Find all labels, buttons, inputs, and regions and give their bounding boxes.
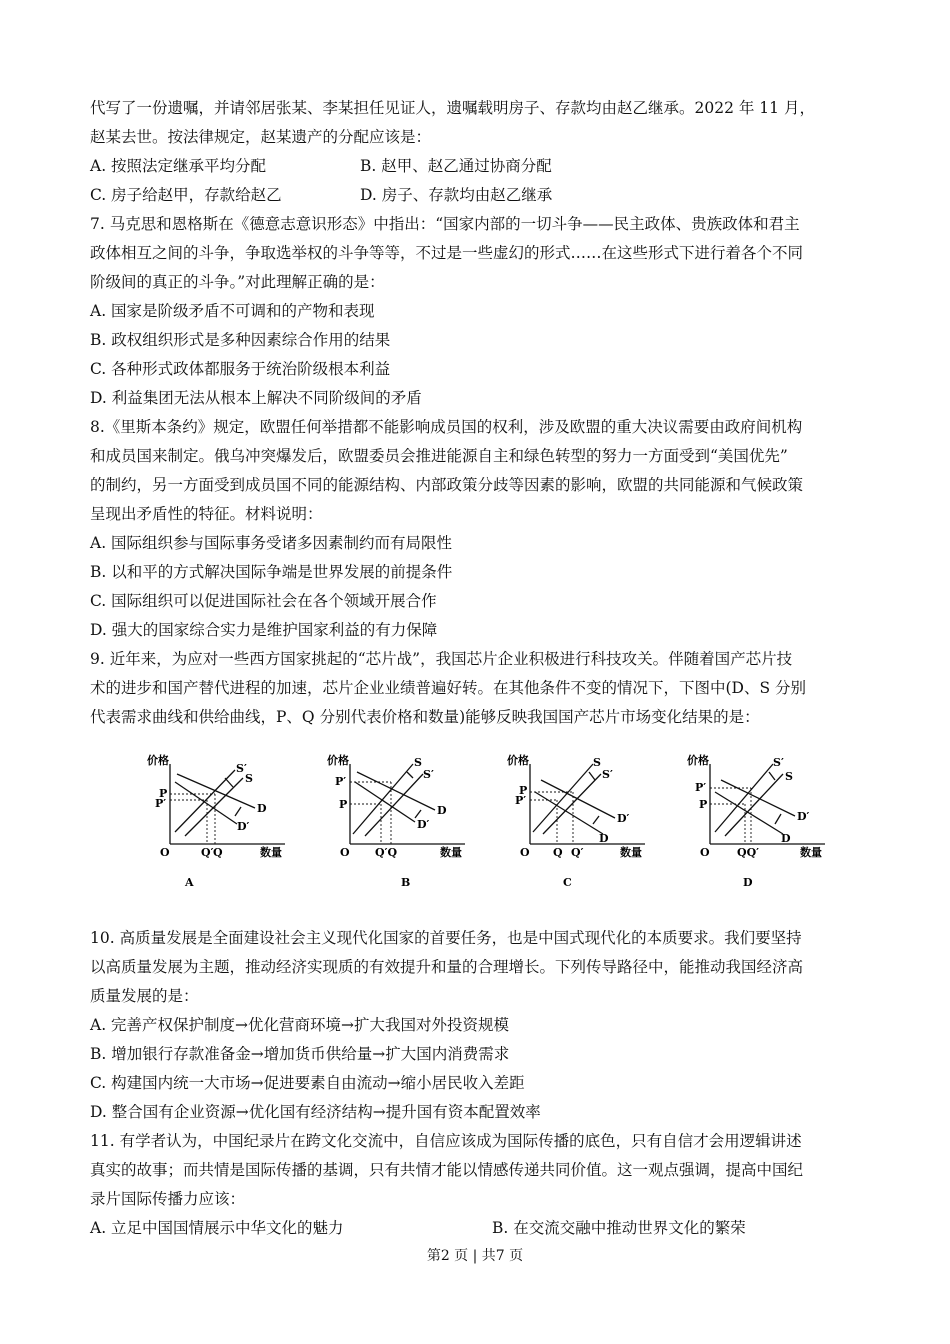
curve-label-d-prime: D′: [617, 812, 630, 825]
price-label-p: P: [699, 798, 708, 811]
origin-label: O: [520, 846, 530, 859]
y-axis-label: 价格: [327, 754, 349, 767]
q6-option-b: B. 赵甲、赵乙通过协商分配: [360, 157, 552, 175]
q7-option-a: A. 国家是阶级矛盾不可调和的产物和表现: [90, 302, 375, 320]
q8-stem-line-3: 的制约，另一方面受到成员国不同的能源结构、内部政策分歧等因素的影响，欧盟的共同能源和气候政策: [90, 476, 804, 494]
q7-option-c: C. 各种形式政体都服务于统治阶级根本利益: [90, 360, 391, 378]
q11-stem-line-1: 11. 有学者认为，中国纪录片在跨文化交流中，自信应该成为国际传播的底色，只有自信才会用逻辑讲述: [90, 1132, 802, 1150]
figure-c-graph: [485, 752, 665, 892]
figure-a-label: A: [185, 876, 194, 889]
q9-figures: [125, 752, 845, 892]
figure-d: [665, 752, 845, 892]
qty-label-q-prime: Q′: [201, 846, 214, 859]
demand-curve-d-prime: [355, 782, 415, 822]
figure-b-label: B: [401, 876, 411, 889]
q7-option-b: B. 政权组织形式是多种因素综合作用的结果: [90, 331, 391, 349]
price-label-p-prime: P′: [515, 794, 527, 807]
q6-stem-line-1: 代写了一份遗嘱，并请邻居张某、李某担任见证人，遗嘱载明房子、存款均由赵乙继承。2022 年 11 月，: [90, 99, 815, 117]
qty-label-q-prime: Q′: [571, 846, 584, 859]
demand-curve-d-prime: [175, 782, 237, 824]
shift-arrow-d: [593, 816, 599, 824]
q10-option-a: A. 完善产权保护制度→优化营商环境→扩大我国对外投资规模: [90, 1016, 510, 1034]
price-label-p-prime: P′: [155, 797, 167, 810]
shift-arrow-d: [775, 814, 781, 824]
q10-stem-line-3: 质量发展的是：: [90, 987, 199, 1005]
figure-a: [125, 752, 305, 892]
figure-b: [305, 752, 485, 892]
figure-d-label: D: [743, 876, 753, 889]
supply-curve-s-prime: [185, 778, 243, 836]
curve-label-d: D: [599, 832, 609, 845]
shift-arrow-s: [769, 772, 775, 780]
price-label-p-prime: P′: [695, 781, 707, 794]
curve-label-s: S: [245, 772, 253, 785]
y-axis-label: 价格: [147, 754, 169, 767]
qty-label-q: Q: [553, 846, 563, 859]
q10-option-c: C. 构建国内统一大市场→促进要素自由流动→缩小居民收入差距: [90, 1074, 525, 1092]
curve-label-s-prime: S′: [602, 768, 613, 781]
figure-c: [485, 752, 665, 892]
page-footer: 第2 页 | 共7 页: [426, 1248, 524, 1264]
q10-stem-line-2: 以高质量发展为主题，推动经济实现质的有效提升和量的合理增长。下列传导路径中，能推动我国经济高: [90, 958, 804, 976]
q10-option-b: B. 增加银行存款准备金→增加货币供给量→扩大国内消费需求: [90, 1045, 510, 1063]
q8-stem-line-1: 8.《里斯本条约》规定，欧盟任何举措都不能影响成员国的权利，涉及欧盟的重大决议需要由政府间机构: [90, 418, 803, 436]
origin-label: O: [340, 846, 350, 859]
x-axis-label: 数量: [260, 846, 282, 859]
curve-label-d: D: [437, 804, 447, 817]
figure-d-graph: [665, 752, 845, 892]
price-label-p: P: [519, 784, 528, 797]
curve-label-s-prime: S′: [236, 762, 247, 775]
shift-arrow-d: [235, 807, 241, 816]
demand-curve-d: [715, 792, 783, 834]
y-axis-label: 价格: [687, 754, 709, 767]
q9-stem-line-2: 术的进步和国产替代进程的加速，芯片企业业绩普遍好转。在其他条件不变的情况下，下图中(D、S 分别: [90, 679, 807, 697]
shift-arrow-s: [225, 778, 233, 787]
curve-label-d-prime: D′: [797, 810, 810, 823]
price-label-p: P: [339, 798, 348, 811]
q8-option-b: B. 以和平的方式解决国际争端是世界发展的前提条件: [90, 563, 453, 581]
x-axis-label: 数量: [620, 846, 642, 859]
q10-stem-line-1: 10. 高质量发展是全面建设社会主义现代化国家的首要任务，也是中国式现代化的本质要求。我们要坚持: [90, 929, 802, 947]
demand-curve-d-prime: [541, 780, 615, 818]
q8-option-c: C. 国际组织可以促进国际社会在各个领域开展合作: [90, 592, 437, 610]
q8-stem-line-2: 和成员国来制定。俄乌冲突爆发后，欧盟委员会推进能源自主和绿色转型的努力一方面受到“美国优先”: [90, 447, 788, 465]
q8-option-d: D. 强大的国家综合实力是维护国家利益的有力保障: [90, 621, 438, 639]
origin-label: O: [700, 846, 710, 859]
q9-stem-line-1: 9. 近年来，为应对一些西方国家挑起的“芯片战”，我国芯片企业积极进行科技攻关。伴随着国产芯片技: [90, 650, 793, 668]
supply-curve-s-prime: [543, 774, 601, 834]
shift-arrow-s: [407, 772, 413, 778]
q6-option-a: A. 按照法定继承平均分配: [90, 157, 267, 175]
q7-stem-line-3: 阶级间的真正的斗争。”对此理解正确的是：: [90, 273, 385, 291]
figure-a-graph: [125, 752, 305, 892]
origin-label: O: [160, 846, 170, 859]
shift-arrow-s: [589, 772, 595, 780]
q6-stem-line-2: 赵某去世。按法律规定，赵某遗产的分配应该是：: [90, 128, 432, 146]
x-axis-label: 数量: [440, 846, 462, 859]
q7-option-d: D. 利益集团无法从根本上解决不同阶级间的矛盾: [90, 389, 422, 407]
demand-curve-d-prime: [721, 780, 795, 816]
y-axis-label: 价格: [507, 754, 529, 767]
q6-option-c: C. 房子给赵甲，存款给赵乙: [90, 186, 282, 204]
x-axis-label: 数量: [800, 846, 822, 859]
supply-curve-s: [725, 774, 783, 836]
curve-label-d-prime: D′: [417, 818, 430, 831]
figure-c-label: C: [563, 876, 572, 889]
curve-label-d: D: [257, 802, 267, 815]
curve-label-d-prime: D′: [237, 820, 250, 833]
q7-stem-line-1: 7. 马克思和恩格斯在《德意志意识形态》中指出：“国家内部的一切斗争——民主政体、贵族政体和君主: [90, 215, 800, 233]
q8-stem-line-4: 呈现出矛盾性的特征。材料说明：: [90, 505, 323, 523]
curve-label-s-prime: S′: [423, 768, 434, 781]
q11-option-b: B. 在交流交融中推动世界文化的繁荣: [492, 1219, 746, 1237]
price-label-p-prime: P′: [335, 775, 347, 788]
q10-option-d: D. 整合国有企业资源→优化国有经济结构→提升国有资本配置效率: [90, 1103, 541, 1121]
curve-label-s: S: [785, 770, 793, 783]
curve-label-d: D: [781, 832, 791, 845]
q6-option-d: D. 房子、存款均由赵乙继承: [360, 186, 553, 204]
q11-stem-line-3: 录片国际传播力应该：: [90, 1190, 246, 1208]
q9-stem-line-3: 代表需求曲线和供给曲线，P、Q 分别代表价格和数量)能够反映我国国产芯片市场变化结果的是：: [90, 708, 760, 726]
curve-label-s: S: [414, 756, 422, 769]
qty-label-q-q-prime: QQ′: [737, 846, 760, 859]
q7-stem-line-2: 政体相互之间的斗争，争取选举权的斗争等等，不过是一些虚幻的形式……在这些形式下进行着各个不同: [90, 244, 804, 262]
shift-arrow-d: [415, 810, 421, 818]
supply-curve-s-prime: [365, 774, 423, 836]
q8-option-a: A. 国际组织参与国际事务受诸多因素制约而有局限性: [90, 534, 453, 552]
qty-label-q-prime-q: Q′Q: [375, 846, 398, 859]
curve-label-s-prime: S′: [773, 756, 784, 769]
qty-label-q: Q: [213, 846, 223, 859]
q11-option-a: A. 立足中国国情展示中华文化的魅力: [90, 1219, 344, 1237]
figure-b-graph: [305, 752, 485, 892]
q11-stem-line-2: 真实的故事；而共情是国际传播的基调，只有共情才能以情感传递共同价值。这一观点强调，提高中国纪: [90, 1161, 804, 1179]
demand-curve-d: [535, 792, 603, 834]
price-label-p: P: [159, 787, 168, 800]
curve-label-s: S: [593, 756, 601, 769]
